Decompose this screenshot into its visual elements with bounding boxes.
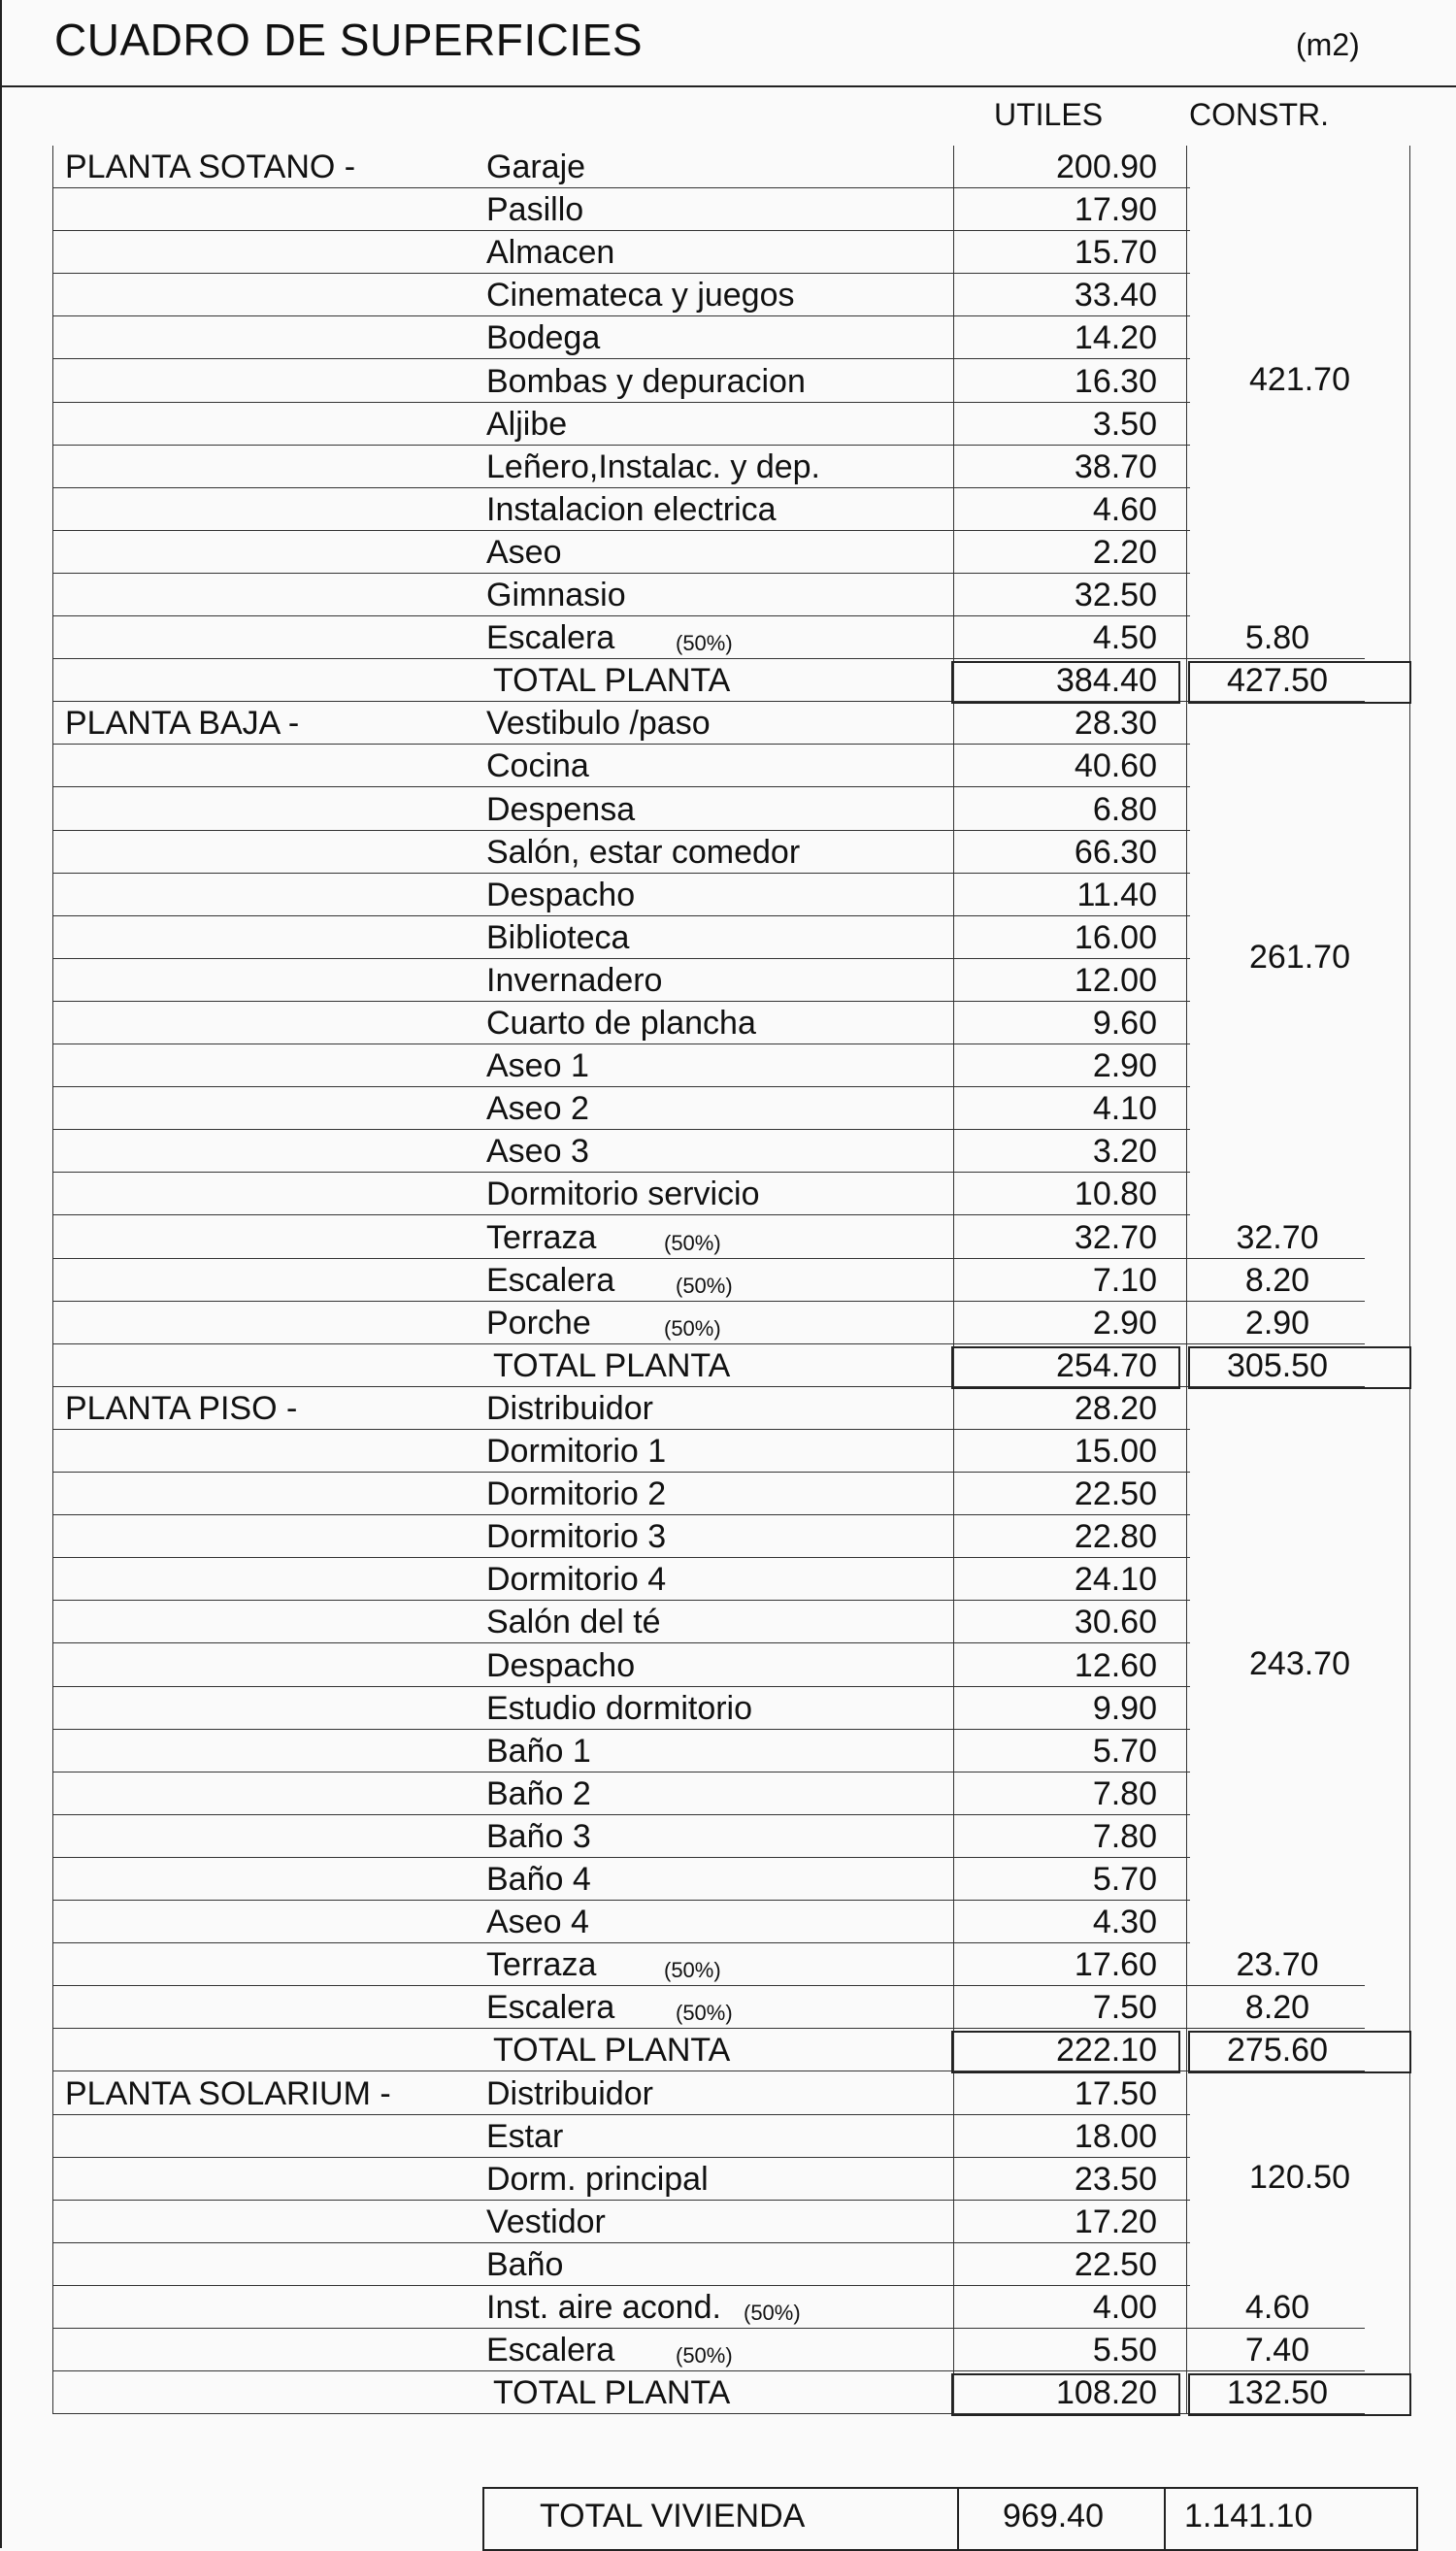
room-name: Salón del té [486, 1604, 661, 1641]
total-utiles: 108.20 [1056, 2374, 1157, 2412]
total-constr-box [1188, 1346, 1411, 1389]
utiles-value: 22.50 [1074, 2245, 1157, 2283]
total-utiles-box [951, 2373, 1180, 2416]
table-row [52, 1216, 1365, 1259]
utiles-value: 9.60 [1092, 1005, 1157, 1042]
table-row [52, 1858, 1365, 1901]
table-row [52, 1087, 1365, 1130]
room-name: Instalacion electrica [486, 490, 777, 528]
merged-constr-value: 120.50 [1249, 2158, 1350, 2196]
table-row [52, 1002, 1365, 1044]
table-row [52, 446, 1365, 488]
utiles-value: 3.20 [1092, 1133, 1157, 1171]
grand-total-constr: 1.141.10 [1184, 2498, 1313, 2534]
utiles-value: 7.80 [1092, 1817, 1157, 1855]
room-name: Aljibe [486, 405, 568, 443]
table-row [52, 1943, 1365, 1986]
room-name: Aseo 2 [486, 1090, 589, 1128]
utiles-value: 2.90 [1092, 1304, 1157, 1342]
room-name: Leñero,Instalac. y dep. [486, 447, 821, 485]
utiles-value: 17.60 [1074, 1946, 1157, 1984]
merged-constr-cell [1190, 1389, 1409, 1943]
room-name: Escalera [486, 1261, 615, 1299]
utiles-value: 2.20 [1092, 533, 1157, 571]
room-name: Cuarto de plancha [486, 1005, 756, 1042]
room-name: Gimnasio [486, 577, 626, 613]
table-row [52, 574, 1365, 616]
grand-total-separator [1164, 2487, 1166, 2551]
table-row [52, 360, 1365, 403]
table-row [52, 1515, 1365, 1558]
utiles-value: 32.70 [1074, 1218, 1157, 1256]
table-row [52, 2115, 1365, 2158]
constr-value: 8.20 [1244, 1989, 1310, 2027]
table-row [52, 1772, 1365, 1815]
utiles-value: 5.50 [1092, 2332, 1157, 2369]
total-utiles-box [951, 1346, 1180, 1389]
table-row [52, 1259, 1365, 1302]
room-name: Bombas y depuracion [486, 362, 806, 400]
utiles-value: 15.70 [1074, 234, 1157, 272]
floor-label: PLANTA BAJA - [65, 705, 300, 743]
header-utiles: UTILES [994, 97, 1104, 132]
room-name: Porche [486, 1304, 591, 1342]
percent-note: (50%) [664, 1958, 721, 1983]
utiles-value: 38.70 [1074, 447, 1157, 485]
table-row [52, 2072, 1365, 2115]
merged-constr-cell [1190, 2074, 1409, 2287]
merged-constr-value: 261.70 [1249, 938, 1350, 976]
room-name: Baño [486, 2245, 564, 2283]
utiles-value: 2.90 [1092, 1047, 1157, 1085]
table-row [52, 1644, 1365, 1687]
room-name: Aseo 3 [486, 1133, 589, 1171]
total-utiles-box [951, 2031, 1180, 2073]
table-row [52, 316, 1365, 359]
table-row [52, 2286, 1365, 2329]
percent-note: (50%) [676, 2343, 733, 2369]
room-name: Garaje [486, 149, 586, 185]
table-row [52, 702, 1365, 745]
table-row [52, 1901, 1365, 1943]
utiles-value: 17.20 [1074, 2203, 1157, 2240]
room-name: Vestidor [486, 2203, 606, 2240]
room-name: Aseo 4 [486, 1904, 589, 1941]
merged-constr-cell [1190, 148, 1409, 616]
room-name: Escalera [486, 1989, 615, 2027]
total-constr: 275.60 [1227, 2032, 1328, 2070]
units-label: (m2) [1296, 27, 1360, 62]
utiles-value: 6.80 [1092, 790, 1157, 828]
utiles-value: 4.10 [1092, 1090, 1157, 1128]
table-row [52, 2158, 1365, 2201]
room-name: Dorm. principal [486, 2160, 709, 2198]
table-row [52, 788, 1365, 831]
utiles-value: 28.30 [1074, 705, 1157, 743]
utiles-value: 4.00 [1092, 2289, 1157, 2326]
percent-note: (50%) [744, 2301, 801, 2325]
merged-constr-value: 243.70 [1249, 1644, 1350, 1682]
grand-total-utiles: 969.40 [1003, 2498, 1104, 2534]
constr-value: 2.90 [1244, 1304, 1310, 1342]
utiles-value: 28.20 [1074, 1389, 1157, 1427]
total-constr-box [1188, 2373, 1411, 2416]
room-name: Almacen [486, 234, 615, 272]
title-row [0, 0, 1456, 87]
table-row [52, 403, 1365, 446]
room-name: Bodega [486, 319, 601, 357]
percent-note: (50%) [664, 1230, 721, 1255]
table-row [52, 831, 1365, 874]
constr-value: 4.60 [1244, 2289, 1310, 2326]
room-name: Despensa [486, 790, 636, 828]
table-row [52, 1302, 1365, 1344]
page-title: CUADRO DE SUPERFICIES [54, 15, 644, 65]
header-constr: CONSTR. [1189, 97, 1329, 132]
utiles-value: 4.30 [1092, 1904, 1157, 1941]
total-constr: 305.50 [1227, 1346, 1328, 1384]
utiles-value: 23.50 [1074, 2160, 1157, 2198]
room-name: Baño 2 [486, 1774, 591, 1812]
constr-value: 8.20 [1244, 1261, 1310, 1299]
utiles-value: 14.20 [1074, 319, 1157, 357]
utiles-value: 10.80 [1074, 1176, 1157, 1213]
utiles-value: 5.70 [1092, 1861, 1157, 1898]
utiles-value: 22.80 [1074, 1518, 1157, 1556]
room-name: Baño 1 [486, 1732, 591, 1770]
constr-value: 5.80 [1244, 619, 1310, 657]
room-name: Biblioteca [486, 918, 630, 956]
room-name: Dormitorio 2 [486, 1475, 667, 1513]
table-row [52, 1986, 1365, 2029]
table-row [52, 616, 1365, 659]
total-constr: 132.50 [1227, 2374, 1328, 2412]
utiles-value: 22.50 [1074, 1475, 1157, 1513]
room-name: Escalera [486, 2332, 615, 2369]
room-name: Invernadero [486, 961, 663, 999]
floor-label: PLANTA SOLARIUM - [65, 2074, 391, 2112]
room-name: Distribuidor [486, 2074, 653, 2112]
utiles-value: 9.90 [1092, 1689, 1157, 1727]
table-row [52, 959, 1365, 1002]
merged-constr-cell [1190, 704, 1409, 1215]
total-utiles: 384.40 [1056, 662, 1157, 700]
utiles-value: 3.50 [1092, 405, 1157, 443]
merged-constr-value: 421.70 [1249, 360, 1350, 398]
room-name: Estar [486, 2117, 564, 2155]
room-name: Cinemateca y juegos [486, 277, 795, 315]
utiles-value: 12.00 [1074, 961, 1157, 999]
utiles-value: 4.60 [1092, 490, 1157, 528]
room-name: Baño 3 [486, 1817, 591, 1855]
table-row [52, 1558, 1365, 1601]
utiles-value: 18.00 [1074, 2117, 1157, 2155]
total-constr-box [1188, 661, 1411, 704]
room-name: Distribuidor [486, 1389, 653, 1427]
utiles-value: 16.00 [1074, 918, 1157, 956]
table-row [52, 1044, 1365, 1087]
floor-label: PLANTA SOTANO - [65, 149, 356, 185]
room-name: Cocina [486, 747, 589, 785]
utiles-value: 7.80 [1092, 1774, 1157, 1812]
total-planta-label: TOTAL PLANTA [493, 2374, 731, 2412]
utiles-value: 33.40 [1074, 277, 1157, 315]
constr-value: 7.40 [1244, 2332, 1310, 2369]
room-name: Terraza [486, 1946, 597, 1984]
total-constr-box [1188, 2031, 1411, 2073]
table-row [52, 488, 1365, 531]
room-name: Aseo [486, 533, 562, 571]
table-row [52, 1130, 1365, 1173]
percent-note: (50%) [664, 1315, 721, 1341]
utiles-value: 17.50 [1074, 2074, 1157, 2112]
table-row [52, 531, 1365, 574]
table-row [52, 874, 1365, 916]
room-name: Vestibulo /paso [486, 705, 711, 743]
utiles-value: 15.00 [1074, 1433, 1157, 1470]
percent-note: (50%) [676, 631, 733, 656]
utiles-value: 200.90 [1056, 149, 1157, 185]
table-row [52, 1601, 1365, 1643]
room-name: Dormitorio servicio [486, 1176, 760, 1213]
table-row [52, 2201, 1365, 2243]
table-row [52, 2329, 1365, 2371]
utiles-value: 12.60 [1074, 1646, 1157, 1684]
table-row [52, 2243, 1365, 2286]
total-planta-label: TOTAL PLANTA [493, 2032, 731, 2070]
grand-total-label: TOTAL VIVIENDA [540, 2498, 806, 2534]
room-name: Despacho [486, 1646, 636, 1684]
table-row [52, 188, 1365, 231]
total-planta-label: TOTAL PLANTA [493, 1346, 731, 1384]
utiles-value: 40.60 [1074, 747, 1157, 785]
table-row [52, 146, 1365, 188]
table-row [52, 1173, 1365, 1215]
utiles-value: 5.70 [1092, 1732, 1157, 1770]
utiles-value: 24.10 [1074, 1561, 1157, 1599]
table-row [52, 274, 1365, 316]
total-constr: 427.50 [1227, 662, 1328, 700]
table-row [52, 745, 1365, 787]
table-row [52, 1730, 1365, 1772]
total-utiles-box [951, 661, 1180, 704]
floor-label: PLANTA PISO - [65, 1389, 298, 1427]
utiles-value: 17.90 [1074, 191, 1157, 229]
room-name: Estudio dormitorio [486, 1689, 753, 1727]
table-row [52, 231, 1365, 274]
room-name: Dormitorio 3 [486, 1518, 667, 1556]
constr-value: 23.70 [1236, 1946, 1319, 1984]
utiles-value: 32.50 [1074, 577, 1157, 613]
room-name: Dormitorio 1 [486, 1433, 667, 1470]
room-name: Despacho [486, 876, 636, 913]
room-name: Baño 4 [486, 1861, 591, 1898]
table-row [52, 1473, 1365, 1515]
table-row [52, 1815, 1365, 1858]
utiles-value: 7.10 [1092, 1261, 1157, 1299]
utiles-value: 30.60 [1074, 1604, 1157, 1641]
table-row [52, 1687, 1365, 1730]
room-name: Inst. aire acond. [486, 2289, 721, 2326]
utiles-value: 66.30 [1074, 833, 1157, 871]
room-name: Aseo 1 [486, 1047, 589, 1085]
room-name: Terraza [486, 1218, 597, 1256]
table-row [52, 916, 1365, 959]
total-utiles: 254.70 [1056, 1346, 1157, 1384]
total-planta-label: TOTAL PLANTA [493, 662, 731, 700]
room-name: Escalera [486, 619, 615, 657]
constr-right-border [1409, 146, 1410, 2414]
constr-value: 32.70 [1236, 1218, 1319, 1256]
table-row [52, 1430, 1365, 1473]
utiles-value: 16.30 [1074, 362, 1157, 400]
total-utiles: 222.10 [1056, 2032, 1157, 2070]
percent-note: (50%) [676, 2001, 733, 2026]
table-row [52, 1387, 1365, 1430]
utiles-value: 11.40 [1076, 876, 1157, 913]
room-name: Pasillo [486, 191, 584, 229]
utiles-value: 4.50 [1092, 619, 1157, 657]
utiles-value: 7.50 [1092, 1989, 1157, 2027]
room-name: Salón, estar comedor [486, 833, 801, 871]
room-name: Dormitorio 4 [486, 1561, 667, 1599]
percent-note: (50%) [676, 1273, 733, 1298]
grand-total-separator [957, 2487, 959, 2551]
